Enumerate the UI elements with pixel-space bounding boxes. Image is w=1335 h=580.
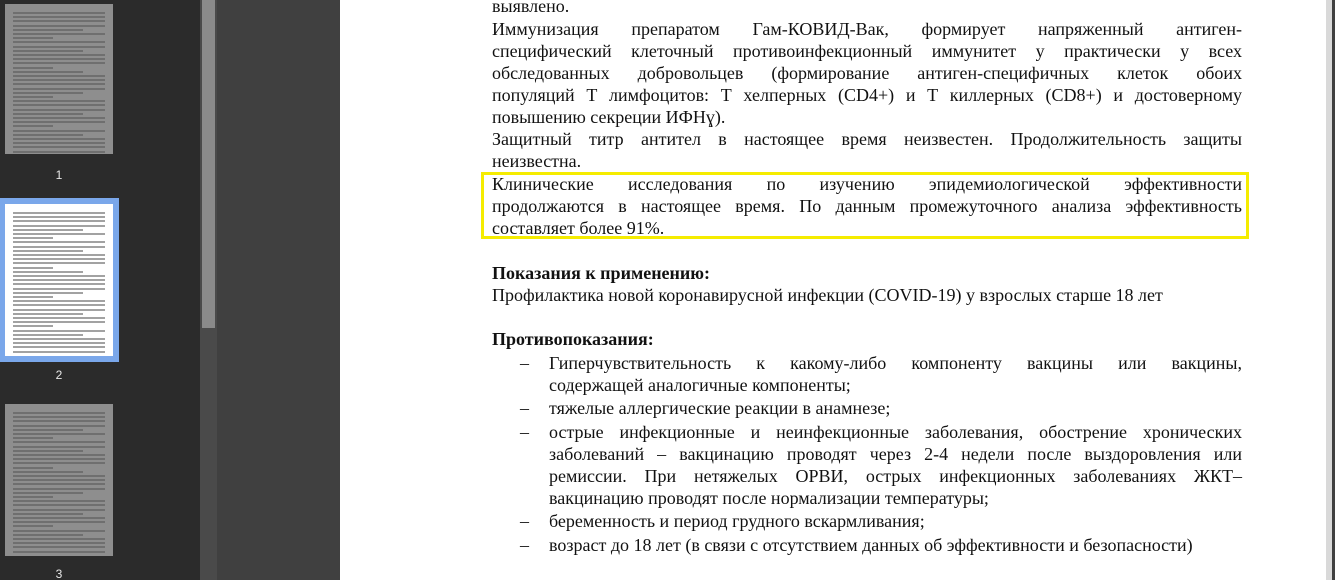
thumbnail-text-line [13, 125, 53, 127]
sidebar-scroll-thumb[interactable] [202, 0, 215, 328]
paragraph-fragment: выявлено. [492, 0, 570, 16]
thumbnail-text-line [13, 546, 105, 548]
list-item [549, 397, 1242, 419]
thumbnail-text-line [13, 88, 105, 90]
thumbnail-text-line [13, 216, 105, 218]
thumbnail-text-line [13, 71, 83, 73]
thumbnail-text-line [13, 33, 105, 35]
thumbnail-text-line [13, 46, 105, 48]
page-thumbnail-2[interactable] [5, 204, 113, 356]
thumbnail-text-line [13, 296, 53, 298]
thumbnail-text-line [13, 54, 105, 56]
thumbnail-text-line [13, 258, 105, 260]
thumbnail-text-line [13, 29, 83, 31]
thumbnail-text-line [13, 521, 105, 523]
thumbnail-text-line [13, 342, 105, 344]
list-bullet: – [520, 535, 529, 555]
paragraph-protective-titer [492, 128, 1242, 172]
page-thumbnail-3[interactable] [5, 404, 113, 556]
text-line: популяций Т лимфоцитов: Т хелперных (CD4+) и Т киллерных (CD8+) и достоверному [492, 85, 1242, 105]
text-line: Гиперчувствительность к какому-либо компоненту вакцины или вакцины, [549, 353, 1242, 373]
thumbnail-text-line [13, 262, 105, 264]
thumbnail-text-line [13, 313, 83, 315]
list-bullet: – [520, 398, 529, 418]
text-line: возраст до 18 лет (в связи с отсутствием данных об эффективности и безопасности) [549, 535, 1193, 555]
thumbnail-text-line [13, 334, 83, 336]
list-item [549, 534, 1242, 556]
thumbnail-text-line [13, 450, 83, 452]
thumbnail-text-line [13, 212, 105, 214]
page-thumbnail-1[interactable] [5, 4, 113, 154]
thumbnail-text-line [13, 420, 105, 422]
thumbnail-text-line [13, 109, 105, 111]
thumbnail-text-line [13, 79, 105, 81]
thumbnail-text-line [13, 330, 105, 332]
thumbnail-text-line [13, 488, 105, 490]
thumbnail-text-line [13, 429, 83, 431]
thumbnail-text-line [13, 225, 105, 227]
thumbnail-text-line [13, 146, 105, 148]
thumbnail-text-line [13, 504, 105, 506]
thumbnail-text-line [13, 75, 105, 77]
thumbnail-text-line [13, 433, 105, 435]
text-line: тяжелые аллергические реакции в анамнезе; [549, 398, 891, 418]
thumbnail-text-line [13, 509, 105, 511]
text-line: продолжаются в настоящее время. По данным промежуточного анализа эффективность [492, 196, 1242, 216]
thumbnail-text-line [13, 425, 105, 427]
thumbnail-text-line [13, 321, 105, 323]
thumbnail-text-line [13, 492, 83, 494]
thumbnail-text-line [13, 458, 105, 460]
thumbnail-text-line [13, 92, 83, 94]
thumbnail-text-line [13, 288, 105, 290]
thumbnail-text-line [13, 325, 53, 327]
page-edge [1326, 0, 1332, 580]
thumbnail-text-line [13, 83, 105, 85]
thumbnail-text-line [13, 100, 105, 102]
thumbnail-text-line [13, 300, 105, 302]
thumbnail-text-line [13, 96, 53, 98]
thumbnail-text-line [13, 479, 105, 481]
text-line: Клинические исследования по изучению эпидемиологической эффективности [492, 174, 1242, 194]
thumbnail-text-line [13, 267, 53, 269]
document-viewer[interactable] [217, 0, 1335, 580]
thumbnail-text-line [13, 534, 83, 536]
thumbnail-text-line [13, 446, 105, 448]
thumbnail-text-line [13, 471, 83, 473]
text-line: повышению секреции ИФНɣ). [492, 107, 726, 127]
text-line: ремиссии. При нетяжелых ОРВИ, острых инфекционных заболеваниях ЖКТ– [549, 466, 1242, 486]
thumbnail-text-line [13, 542, 105, 544]
thumbnail-text-line [13, 538, 105, 540]
thumbnail-text-line [13, 525, 53, 527]
thumbnail-text-line [13, 142, 105, 144]
thumbnail-text-line [13, 500, 105, 502]
indications-heading: Показания к применению: [492, 263, 711, 283]
thumbnail-text-line [13, 237, 53, 239]
thumbnail-text-line [13, 462, 105, 464]
thumbnail-text-line [13, 130, 105, 132]
indications-text: Профилактика новой коронавирусной инфекции (COVID-19) у взрослых старше 18 лет [492, 285, 1163, 305]
paragraph-immunization [492, 18, 1242, 128]
thumbnail-text-line [13, 58, 105, 60]
list-bullet: – [520, 353, 529, 373]
text-line: вакцинацию проводят после нормализации температуры; [549, 488, 989, 508]
thumbnail-text-line [13, 338, 105, 340]
thumbnail-text-line [13, 346, 105, 348]
thumbnail-text-line [13, 220, 105, 222]
thumbnail-text-line [13, 134, 83, 136]
thumbnail-text-line [13, 121, 105, 123]
thumbnail-text-line [13, 25, 105, 27]
thumbnail-text-line [13, 151, 105, 153]
thumbnail-text-line [13, 412, 105, 414]
thumbnail-text-line [13, 317, 105, 319]
thumbnail-text-line [13, 275, 105, 277]
page-number-2: 2 [55, 368, 63, 382]
thumbnail-text-line [13, 16, 105, 18]
thumbnail-text-line [13, 437, 53, 439]
text-line: беременность и период грудного вскармливания; [549, 511, 925, 531]
thumbnail-text-line [13, 517, 105, 519]
thumbnail-text-line [13, 309, 105, 311]
thumbnail-text-line [13, 62, 105, 64]
thumbnail-text-line [13, 233, 105, 235]
thumbnail-text-line [13, 416, 105, 418]
page-number-1: 1 [55, 168, 63, 182]
thumbnail-text-line [13, 513, 83, 515]
thumbnail-text-line [13, 292, 83, 294]
paragraph-clinical-trials [492, 173, 1242, 239]
thumbnail-text-line [13, 454, 105, 456]
thumbnail-text-line [13, 475, 105, 477]
text-line: острые инфекционные и неинфекционные заболевания, обострение хронических [549, 422, 1242, 442]
thumbnail-text-line [13, 104, 105, 106]
thumbnail-text-line [13, 351, 105, 353]
thumbnail-text-line [13, 304, 105, 306]
thumbnail-text-line [13, 113, 83, 115]
thumbnail-text-line [13, 250, 83, 252]
text-line: составляет более 91%. [492, 218, 665, 238]
text-line: обследованных добровольцев (формирование антиген-специфичных клеток обоих [492, 63, 1242, 83]
thumbnail-text-line [13, 41, 105, 43]
list-item [549, 510, 1242, 532]
page-number-3: 3 [55, 567, 63, 580]
document-page [340, 0, 1332, 580]
thumbnail-text-line [13, 37, 53, 39]
text-line: содержащей аналогичные компоненты; [549, 375, 851, 395]
thumbnail-text-line [13, 551, 105, 553]
thumbnail-text-line [13, 241, 105, 243]
thumbnail-text-line [13, 12, 105, 14]
thumbnail-text-line [13, 20, 105, 22]
thumbnail-text-line [13, 117, 105, 119]
thumbnail-text-line [13, 441, 105, 443]
thumbnail-text-line [13, 483, 105, 485]
text-line: Защитный титр антител в настоящее время неизвестен. Продолжительность защиты [492, 129, 1242, 149]
thumbnail-text-line [13, 138, 105, 140]
thumbnail-text-line [13, 283, 105, 285]
text-line: неизвестна. [492, 151, 582, 171]
list-bullet: – [520, 511, 529, 531]
list-item [549, 421, 1242, 509]
thumbnail-text-line [13, 271, 83, 273]
thumbnail-sidebar [0, 0, 217, 580]
thumbnail-text-line [13, 254, 105, 256]
thumbnail-text-line [13, 530, 105, 532]
text-line: заболеваний – вакцинацию проводят через 2-4 недели после выздоровления или [549, 444, 1242, 464]
thumbnail-text-line [13, 67, 53, 69]
thumbnail-text-line [13, 279, 105, 281]
contraindications-heading: Противопоказания: [492, 329, 654, 349]
list-item [549, 352, 1242, 396]
list-bullet: – [520, 422, 529, 442]
thumbnail-text-line [13, 50, 83, 52]
thumbnail-text-line [13, 496, 53, 498]
thumbnail-text-line [13, 467, 53, 469]
thumbnail-text-line [13, 246, 105, 248]
text-line: специфический клеточный противоинфекционный иммунитет у практически у всех [492, 41, 1242, 61]
text-line: Иммунизация препаратом Гам-КОВИД-Вак, формирует напряженный антиген- [492, 19, 1242, 39]
thumbnail-text-line [13, 229, 83, 231]
